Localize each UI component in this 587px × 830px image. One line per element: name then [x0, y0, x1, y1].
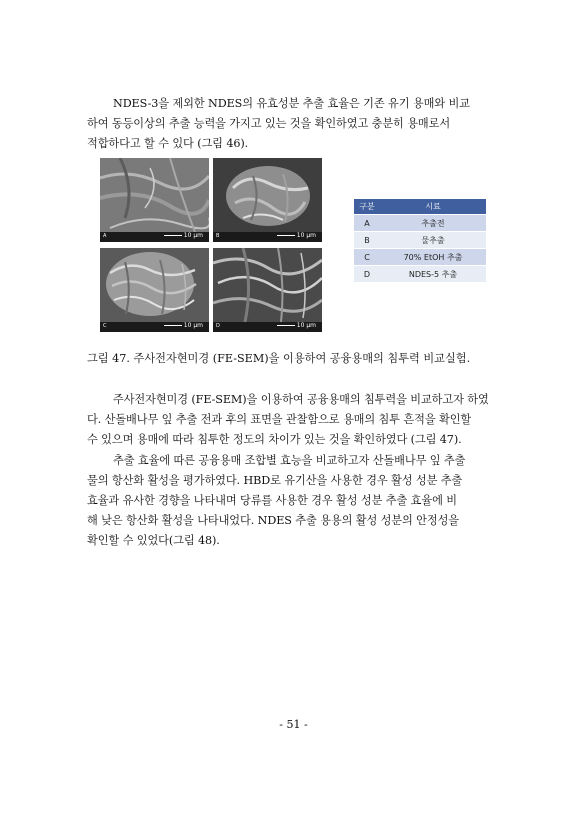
legend-sample: 물추출 [380, 232, 486, 249]
sem-panel-letter: D [216, 323, 220, 329]
legend-header-row [354, 199, 486, 215]
sem-panel-letter: A [103, 233, 107, 239]
sem-panel-letter: B [216, 233, 220, 239]
legend-code: D [354, 266, 380, 283]
paragraph-line: 해 낮은 항산화 활성을 나타내었다. NDES 추출 용용의 활성 성분의 안정성을 [87, 514, 460, 527]
page-number: - 51 - [279, 718, 308, 731]
paragraph-line: 적합하다고 할 수 있다 (그림 46). [87, 137, 249, 150]
legend-code: C [354, 249, 380, 266]
scale-bar: 10 μm [277, 232, 316, 239]
sem-image-d [213, 248, 322, 332]
sem-image-c [100, 248, 209, 332]
sem-panel-b [213, 158, 322, 242]
legend-sample: NDES-5 추출 [380, 266, 486, 283]
legend-sample: 추출전 [380, 215, 486, 232]
legend-header-code: 구분 [354, 199, 380, 215]
sem-panel-d [213, 248, 322, 332]
sem-panel-c [100, 248, 209, 332]
legend-code: B [354, 232, 380, 249]
sem-image-grid [100, 158, 322, 332]
paragraph-line: 수 있으며 용매에 따라 침투한 정도의 차이가 있는 것을 확인하였다 (그림 47). [87, 433, 462, 446]
sem-panel-letter: C [103, 323, 107, 329]
sem-image-b [213, 158, 322, 242]
legend-row [354, 266, 486, 283]
sem-image-a [100, 158, 209, 242]
scale-bar: 10 μm [164, 322, 203, 329]
figure-caption: 그림 47. 주사전자현미경 (FE-SEM)을 이용하여 공융용매의 침투력 비교실험. [87, 352, 471, 365]
legend-row [354, 215, 486, 232]
legend-sample: 70% EtOH 추출 [380, 249, 486, 266]
paragraph-line: NDES-3을 제외한 NDES의 유효성분 추출 효율은 기존 유기 용매와 비교 [113, 97, 470, 110]
legend-code: A [354, 215, 380, 232]
scale-bar: 10 μm [277, 322, 316, 329]
legend-header-sample: 시료 [380, 199, 486, 215]
paragraph-3 [87, 451, 502, 551]
legend-row [354, 249, 486, 266]
paragraph-line: 확인할 수 있었다(그림 48). [87, 534, 220, 547]
paragraph-line: 효율과 유사한 경향을 나타내며 당류를 사용한 경우 활성 성분 추출 효율에 비 [87, 494, 457, 507]
sem-panel-a [100, 158, 209, 242]
paragraph-line: 다. 산돌배나무 잎 추출 전과 후의 표면을 관찰함으로 용매의 침투 흔적을 확인할 [87, 413, 472, 426]
sample-legend-table [354, 199, 486, 282]
paragraph-line: 하여 동등이상의 추출 능력을 가지고 있는 것을 확인하였고 충분히 용매로서 [87, 117, 451, 130]
paragraph-line: 추출 효율에 따른 공융용매 조합별 효능을 비교하고자 산돌배나무 잎 추출 [113, 454, 466, 467]
paragraph-1 [87, 94, 502, 154]
paragraph-line: 물의 항산화 활성을 평가하였다. HBD로 유기산을 사용한 경우 활성 성분 추출 [87, 474, 463, 487]
legend-row [354, 232, 486, 249]
scale-bar: 10 μm [164, 232, 203, 239]
paragraph-line: 주사전자현미경 (FE-SEM)을 이용하여 공융용매의 침투력을 비교하고자 하였 [113, 393, 489, 406]
paragraph-2 [87, 390, 502, 450]
